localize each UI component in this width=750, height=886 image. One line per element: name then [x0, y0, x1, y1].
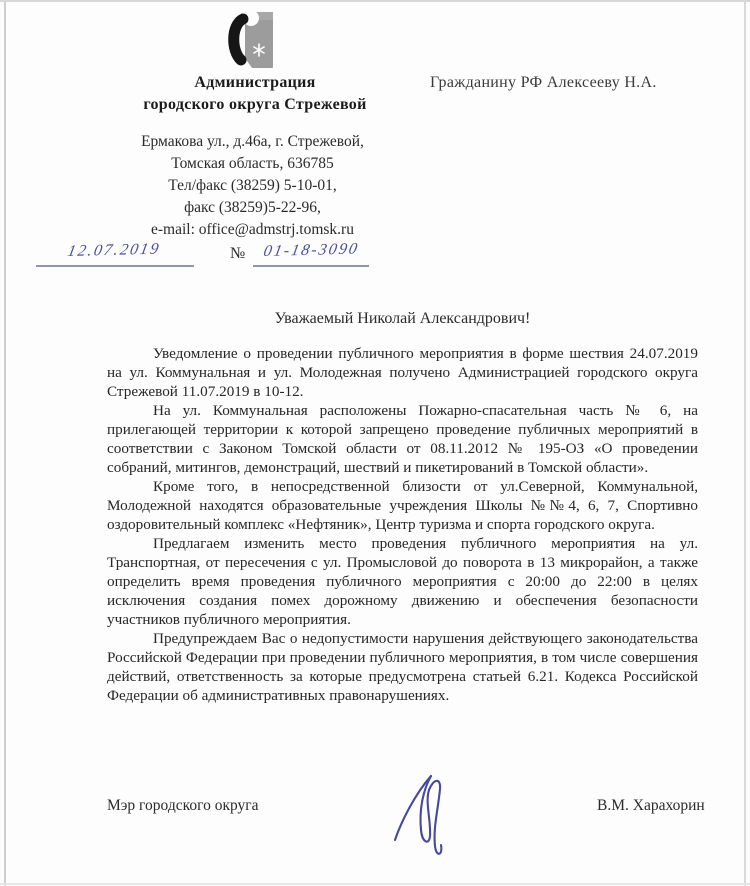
- signer-title: Мэр городского округа: [107, 797, 259, 814]
- paragraph: На ул. Коммунальная расположены Пожарно-спасательная часть № 6, на прилегающей территории к которой запрещено проведение публичных мероприятий в соответствии с Законом Томской области от 08.11.2012 № 195-ОЗ «О проведении собраний, митингов, демонстраций, шествий и пикетирований в Томской области».: [107, 402, 698, 476]
- letter-body: [107, 344, 698, 705]
- scan-edge-bottom: [0, 883, 750, 885]
- phone-handset-emblem-icon: [225, 8, 277, 72]
- address-line: факс (38259)5-22-96,: [184, 199, 321, 216]
- addressee: Гражданину РФ Алексееву Н.А.: [430, 74, 657, 91]
- address-line: Ермакова ул., д.46а, г. Стрежевой,: [141, 133, 364, 150]
- scan-edge-top: [0, 0, 750, 2]
- org-name-line2: городского округа Стрежевой: [143, 96, 367, 113]
- org-name-line1: Администрация: [194, 74, 316, 91]
- handwritten-date: 12.07.2019: [66, 240, 162, 261]
- paragraph: Предупреждаем Вас о недопустимости нарушения действующего законодательства Российской Федерации при проведении публичного мероприятия, в том числе совершения действий, ответственность за которые предусмотрена статьей 6.21. Кодекса Российской Федерации об административных правонарушениях.: [107, 630, 698, 704]
- org-address-block: [100, 131, 405, 241]
- date-number-row: [0, 240, 750, 274]
- paragraph: Кроме того, в непосредственной близости от ул.Северной, Коммунальной, Молодежной находятся образовательные учреждения Школы №№4, 6, 7, Спортивно оздоровительный комплекс «Нефтяник», Центр туризма и спорта городского округа.: [107, 478, 698, 533]
- number-underline: [253, 265, 369, 267]
- date-underline: [36, 265, 194, 267]
- paragraph: Уведомление о проведении публичного мероприятия в форме шествия 24.07.2019 на ул. Коммунальная и ул. Молодежная получено Администрацией городского округа Стрежевой 11.07.2019 в 10-12.: [107, 345, 698, 400]
- paragraph: Предлагаем изменить место проведения публичного мероприятия на ул. Транспортная, от пересечения с ул. Промысловой до поворота в 13 микрорайон, а также определить время проведения публичного мероприятия с 20:00 до 22:00 в целях исключения создания помех дорожному движению и обеспечения безопасности участников публичного мероприятия.: [107, 535, 698, 628]
- handwritten-number: 01-18-3090: [262, 240, 361, 261]
- address-line: Тел/факс (38259) 5-10-01,: [168, 177, 337, 194]
- salutation: Уважаемый Николай Александрович!: [274, 310, 531, 327]
- scan-edge-left: [4, 0, 6, 886]
- address-line: e-mail: office@admstrj.tomsk.ru: [151, 221, 354, 238]
- org-name: [90, 72, 420, 116]
- scan-edge-right: [744, 0, 746, 886]
- number-sign: №: [230, 245, 246, 262]
- signer-name: В.М. Харахорин: [597, 797, 705, 814]
- handwritten-signature-icon: [383, 766, 475, 864]
- address-line: Томская область, 636785: [171, 155, 334, 172]
